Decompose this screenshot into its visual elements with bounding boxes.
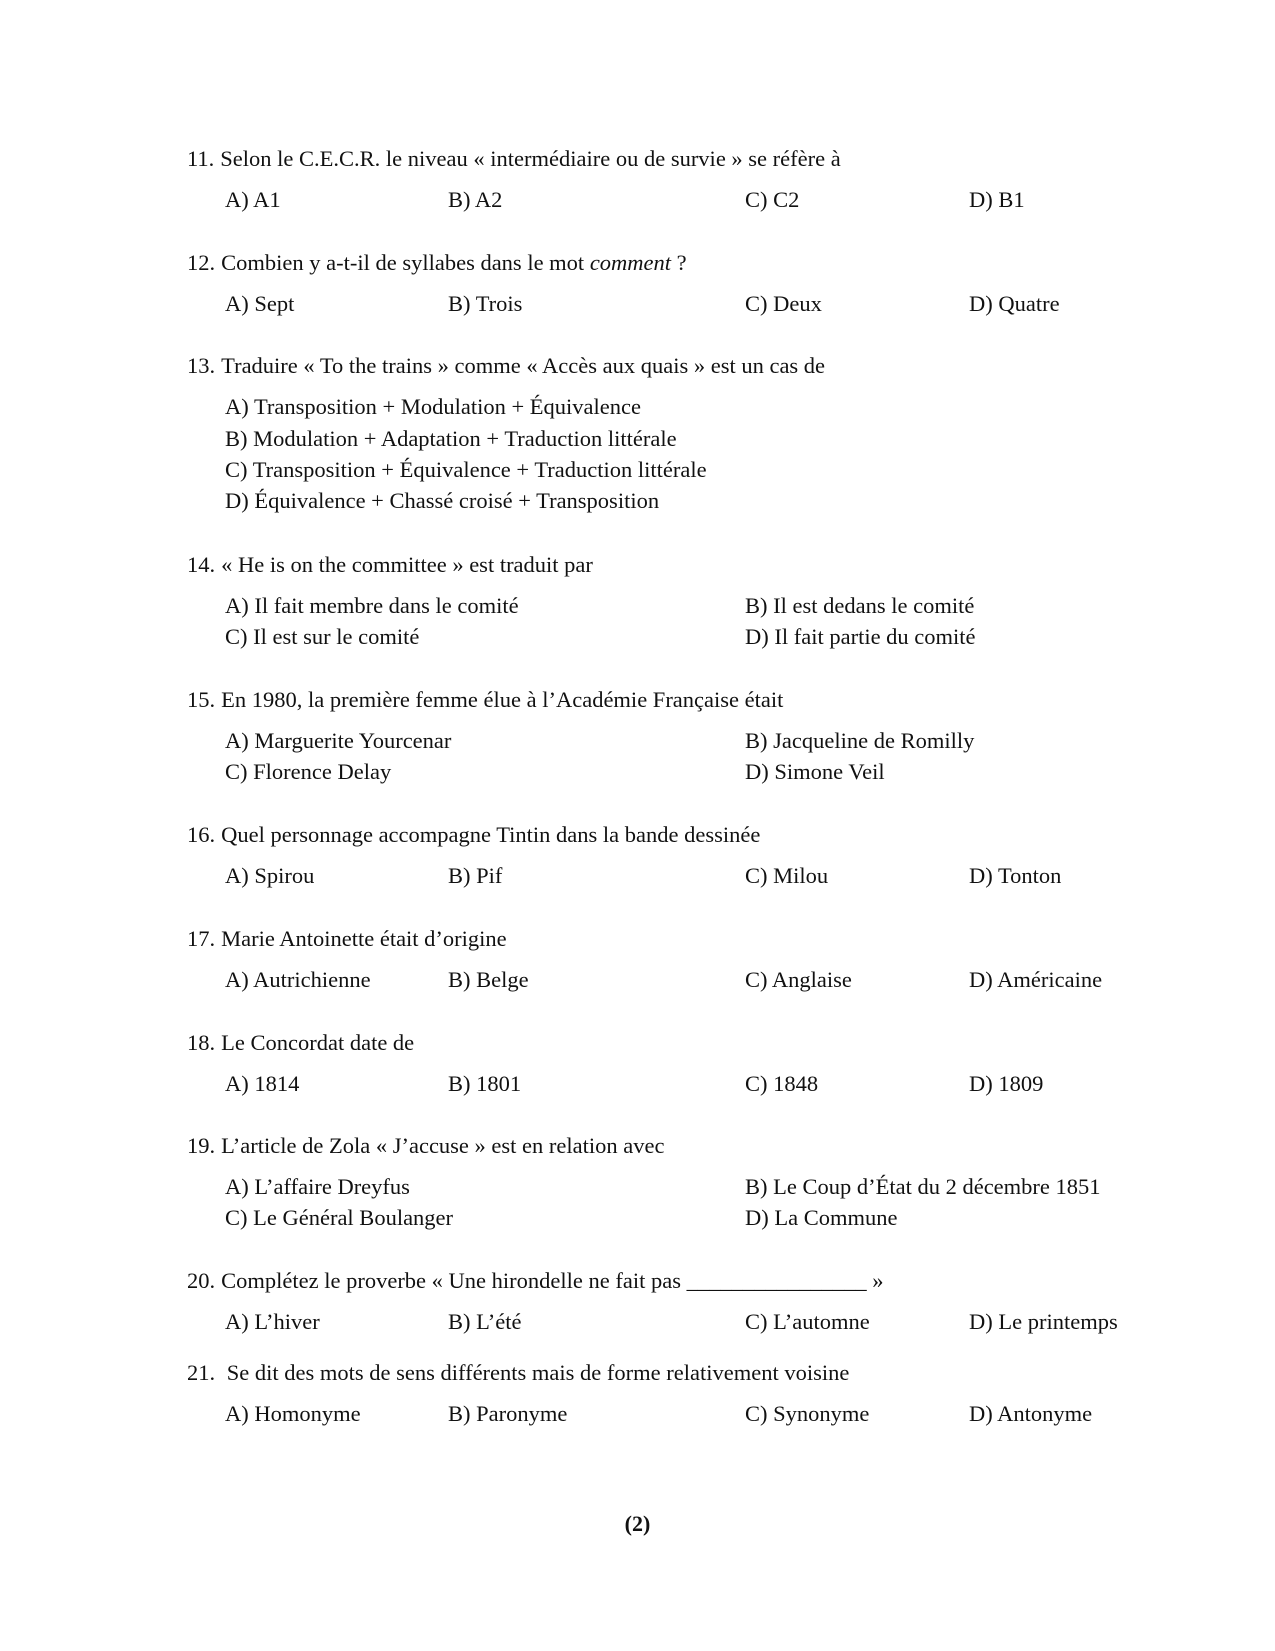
question-stem bbox=[187, 355, 825, 378]
option-d: D) 1809 bbox=[969, 1071, 1044, 1096]
option-a: A) L’hiver bbox=[225, 1309, 320, 1334]
question-number: 17. bbox=[187, 926, 216, 951]
option-d: D) La Commune bbox=[745, 1205, 898, 1230]
option-d: D) Simone Veil bbox=[745, 759, 885, 784]
option-b: B) 1801 bbox=[448, 1071, 522, 1096]
option-c: C) 1848 bbox=[745, 1071, 819, 1096]
option-a: A) Homonyme bbox=[225, 1401, 361, 1426]
option-a: A) Sept bbox=[225, 291, 295, 316]
option-b: B) Belge bbox=[448, 967, 529, 992]
option-c: C) Anglaise bbox=[745, 967, 852, 992]
option-c: C) Le Général Boulanger bbox=[225, 1205, 454, 1230]
option-d: D) B1 bbox=[969, 187, 1025, 212]
option-a: A) L’affaire Dreyfus bbox=[225, 1174, 410, 1199]
option-c: C) Synonyme bbox=[745, 1401, 870, 1426]
question-stem bbox=[187, 824, 760, 847]
option-c: C) Milou bbox=[745, 863, 829, 888]
option-b: B) Le Coup d’État du 2 décembre 1851 bbox=[745, 1174, 1101, 1199]
question-number: 20. bbox=[187, 1268, 216, 1293]
option-b: B) Pif bbox=[448, 863, 503, 888]
question-text: « He is on the committee » est traduit par bbox=[221, 552, 593, 577]
page-number: (2) bbox=[624, 1511, 651, 1536]
option-d: D) Le printemps bbox=[969, 1309, 1118, 1334]
option-a: A) Autrichienne bbox=[225, 967, 371, 992]
option-b: B) Trois bbox=[448, 291, 523, 316]
question-stem bbox=[187, 1032, 414, 1055]
option-a: A) A1 bbox=[225, 187, 281, 212]
question-text: L’article de Zola « J’accuse » est en relation avec bbox=[221, 1133, 665, 1158]
question-text: Selon le C.E.C.R. le niveau « intermédiaire ou de survie » se réfère à bbox=[220, 146, 841, 171]
question-number: 13. bbox=[187, 353, 216, 378]
question-stem bbox=[187, 1135, 664, 1158]
option-d: D) Quatre bbox=[969, 291, 1060, 316]
question-text: Se dit des mots de sens différents mais de forme relativement voisine bbox=[221, 1360, 850, 1385]
option-d: D) Équivalence + Chassé croisé + Transposition bbox=[225, 488, 660, 513]
question-number: 15. bbox=[187, 687, 216, 712]
option-a: A) 1814 bbox=[225, 1071, 300, 1096]
option-a: A) Spirou bbox=[225, 863, 315, 888]
option-a: A) Il fait membre dans le comité bbox=[225, 593, 519, 618]
question-text: En 1980, la première femme élue à l’Académie Française était bbox=[221, 687, 784, 712]
option-d: D) Tonton bbox=[969, 863, 1062, 888]
option-a: A) Transposition + Modulation + Équivalence bbox=[225, 394, 641, 419]
option-b: B) A2 bbox=[448, 187, 503, 212]
question-stem bbox=[187, 148, 841, 171]
question-text-end: ? bbox=[671, 250, 687, 275]
option-a: A) Marguerite Yourcenar bbox=[225, 728, 452, 753]
option-d: D) Américaine bbox=[969, 967, 1103, 992]
option-d: D) Il fait partie du comité bbox=[745, 624, 976, 649]
question-italic-word: comment bbox=[589, 250, 672, 275]
question-stem bbox=[187, 252, 687, 275]
question-text: Traduire « To the trains » comme « Accès aux quais » est un cas de bbox=[221, 353, 826, 378]
question-number: 12. bbox=[187, 250, 216, 275]
option-b: B) Modulation + Adaptation + Traduction littérale bbox=[225, 426, 677, 451]
question-text: Quel personnage accompagne Tintin dans la bande dessinée bbox=[221, 822, 761, 847]
question-stem bbox=[187, 1270, 883, 1293]
option-c: C) C2 bbox=[745, 187, 800, 212]
question-number: 16. bbox=[187, 822, 216, 847]
option-c: C) Deux bbox=[745, 291, 822, 316]
question-text: Complétez le proverbe « Une hirondelle ne fait pas ________________ » bbox=[221, 1268, 884, 1293]
option-b: B) L’été bbox=[448, 1309, 522, 1334]
question-text: Combien y a-t-il de syllabes dans le mot bbox=[221, 250, 590, 275]
option-c: C) Transposition + Équivalence + Traduction littérale bbox=[225, 457, 707, 482]
question-stem bbox=[187, 554, 593, 577]
question-number: 14. bbox=[187, 552, 216, 577]
option-c: C) Il est sur le comité bbox=[225, 624, 420, 649]
question-stem bbox=[187, 1362, 849, 1385]
question-stem bbox=[187, 689, 783, 712]
question-stem bbox=[187, 928, 507, 951]
option-b: B) Paronyme bbox=[448, 1401, 568, 1426]
question-text: Marie Antoinette était d’origine bbox=[221, 926, 507, 951]
option-c: C) L’automne bbox=[745, 1309, 870, 1334]
question-number: 21. bbox=[187, 1360, 216, 1385]
question-number: 18. bbox=[187, 1030, 216, 1055]
question-number: 19. bbox=[187, 1133, 216, 1158]
option-c: C) Florence Delay bbox=[225, 759, 392, 784]
option-b: B) Jacqueline de Romilly bbox=[745, 728, 975, 753]
question-text: Le Concordat date de bbox=[221, 1030, 415, 1055]
question-number: 11. bbox=[187, 146, 215, 171]
option-b: B) Il est dedans le comité bbox=[745, 593, 975, 618]
option-d: D) Antonyme bbox=[969, 1401, 1093, 1426]
